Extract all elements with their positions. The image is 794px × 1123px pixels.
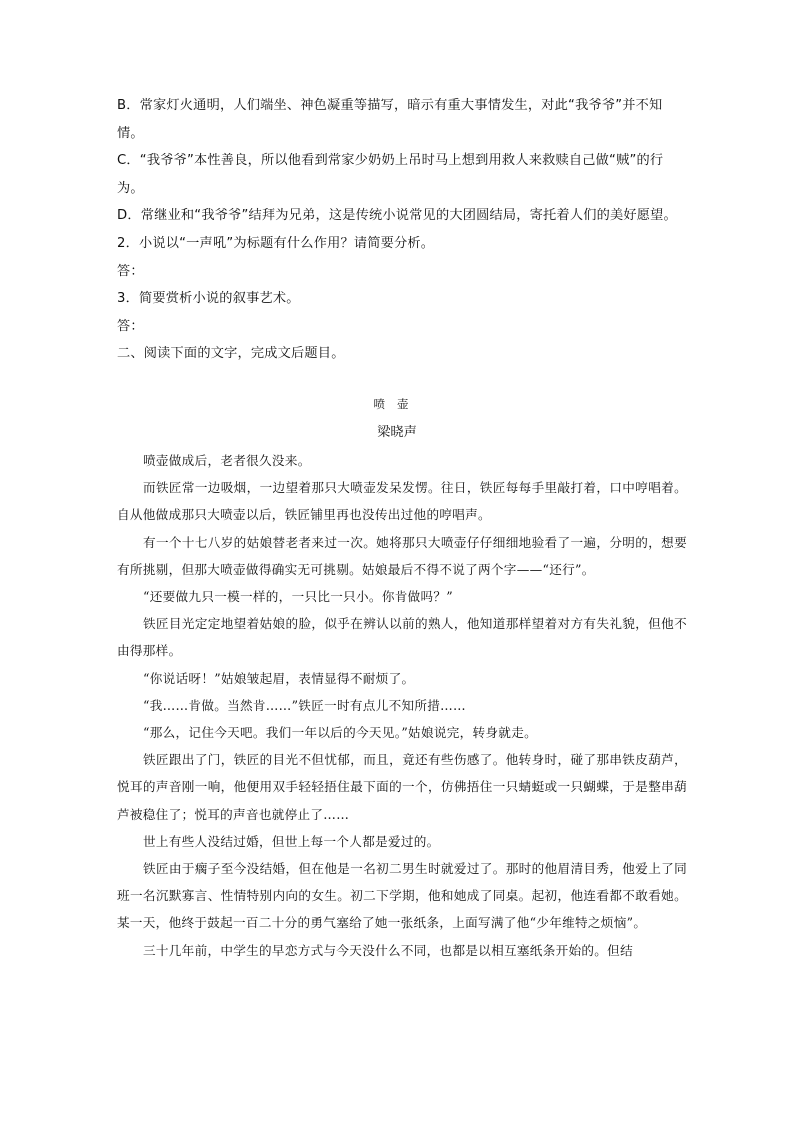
story-paragraph: 铁匠跟出了门，铁匠的目光不但忧郁，而且，竟还有些伤感了。他转身时，碰了那串铁皮葫芦，悦耳的声音刚一响，他便用双手轻轻捂住最下面的一个，仿佛捂住一只蜻蜓或一只蝴蝶，于是整串葫芦被稳住了；悦耳的声音也就停止了…… <box>117 752 687 822</box>
story-paragraph: 三十几年前，中学生的早恋方式与今天没什么不同，也都是以相互塞纸条开始的。但结 <box>143 942 633 958</box>
story-paragraph: “还要做九只一模一样的，一只比一只小。你肯做吗？” <box>143 589 454 605</box>
story-body <box>117 447 687 964</box>
story-paragraph: 有一个十七八岁的姑娘替老者来过一次。她将那只大喷壶仔仔细细地验看了一遍，分明的，想要有所挑剔，但那大喷壶做得确实无可挑剔。姑娘最后不得不说了两个字——“还行”。 <box>117 534 687 577</box>
story-paragraph: 世上有些人没结过婚，但世上每一个人都是爱过的。 <box>143 833 440 849</box>
answer-2: 答： <box>117 263 144 279</box>
answer-3: 答： <box>117 318 144 334</box>
story-paragraph: 铁匠目光定定地望着姑娘的脸，似乎在辨认以前的熟人，他知道那样望着对方有失礼貌，但他不由得那样。 <box>117 616 687 659</box>
story-paragraph: 喷壶做成后，老者很久没来。 <box>143 453 311 468</box>
option-b: B．常家灯火通明，人们端坐、神色凝重等描写，暗示有重大事情发生，对此“我爷爷”并不知情。 <box>117 98 663 141</box>
story-paragraph: “那么，记住今天吧。我们一年以后的今天见。”姑娘说完，转身就走。 <box>143 725 537 741</box>
question-block <box>117 92 687 368</box>
story-paragraph: 而铁匠常一边吸烟，一边望着那只大喷壶发呆发愣。往日，铁匠每每手里敲打着，口中哼唱着。自从他做成那只大喷壶以后，铁匠铺里再也没传出过他的哼唱声。 <box>117 480 687 523</box>
option-c: C．“我爷爷”本性善良，所以他看到常家少奶奶上吊时马上想到用救人来救赎自己做“贼”的行为。 <box>117 153 664 196</box>
section-2-heading: 二、阅读下面的文字，完成文后题目。 <box>117 346 345 362</box>
story-paragraph: “你说话呀！”姑娘皱起眉，表情显得不耐烦了。 <box>143 670 415 686</box>
story-paragraph: “我……肯做。当然肯……”铁匠一时有点儿不知所措…… <box>143 697 466 713</box>
question-3: 3．简要赏析小说的叙事艺术。 <box>117 291 300 307</box>
option-d: D．常继业和“我爷爷”结拜为兄弟，这是传统小说常见的大团圆结局，寄托着人们的美好愿望。 <box>117 208 677 224</box>
story-paragraph: 铁匠由于瘸子至今没结婚，但在他是一名初二男生时就爱过了。那时的他眉清目秀，他爱上了同班一名沉默寡言、性情特别内向的女生。初二下学期，他和她成了同桌。起初，他连看都不敢看她。某一天，他终于鼓起一百二十分的勇气塞给了她一张纸条，上面写满了他“少年维特之烦恼”。 <box>117 861 687 931</box>
question-2: 2．小说以“一声吼”为标题有什么作用？请简要分析。 <box>117 235 435 251</box>
story-author: 梁晓声 <box>377 425 417 440</box>
story-title: 喷壶 <box>373 397 421 411</box>
